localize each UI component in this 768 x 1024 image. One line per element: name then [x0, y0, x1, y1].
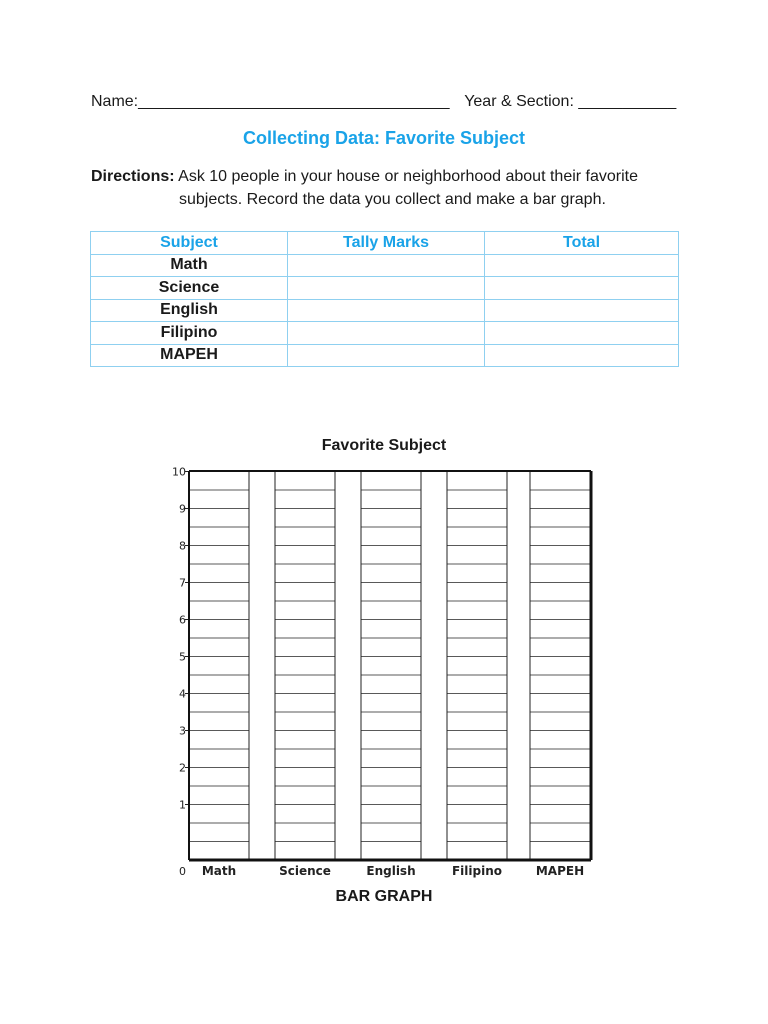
directions-line-2: subjects. Record the data you collect and make a bar graph. [179, 191, 606, 208]
y-tick-label: 2 [179, 761, 186, 775]
chart-caption: BAR GRAPH [335, 888, 433, 905]
x-tick-label: Science [279, 864, 331, 878]
y-tick-label: 10 [172, 465, 186, 479]
name-field-label[interactable]: Name:___________________________________ [91, 93, 450, 110]
col-header-total: Total [485, 232, 679, 255]
y-tick-label: 3 [179, 724, 186, 738]
subject-cell: Math [91, 254, 288, 277]
subject-cell: Science [91, 277, 288, 300]
x-tick-label: MAPEH [535, 864, 585, 878]
y-tick-label: 0 [179, 865, 186, 878]
y-tick-label: 4 [179, 687, 186, 701]
col-header-subject: Subject [91, 232, 288, 255]
x-tick-label: English [366, 864, 416, 878]
subject-cell: Filipino [91, 322, 288, 345]
y-tick-label: 7 [179, 576, 186, 590]
y-tick-label: 6 [179, 613, 186, 627]
x-tick-label: Math [201, 864, 237, 878]
y-tick-label: 8 [179, 539, 186, 553]
x-tick-label: Filipino [451, 864, 503, 878]
y-tick-label: 1 [179, 798, 186, 812]
y-tick-label: 9 [179, 502, 186, 516]
chart-title: Favorite Subject [321, 437, 447, 454]
directions-label: Directions: [91, 168, 175, 185]
subject-cell: MAPEH [91, 344, 288, 367]
directions-line-1: Ask 10 people in your house or neighborhood about their favorite [178, 168, 639, 185]
page-title: Collecting Data: Favorite Subject [242, 128, 526, 148]
y-tick-label: 5 [179, 650, 186, 664]
subject-cell: English [91, 299, 288, 322]
year-section-field-label[interactable]: Year & Section: ___________ [464, 93, 677, 110]
col-header-tally: Tally Marks [288, 232, 485, 255]
